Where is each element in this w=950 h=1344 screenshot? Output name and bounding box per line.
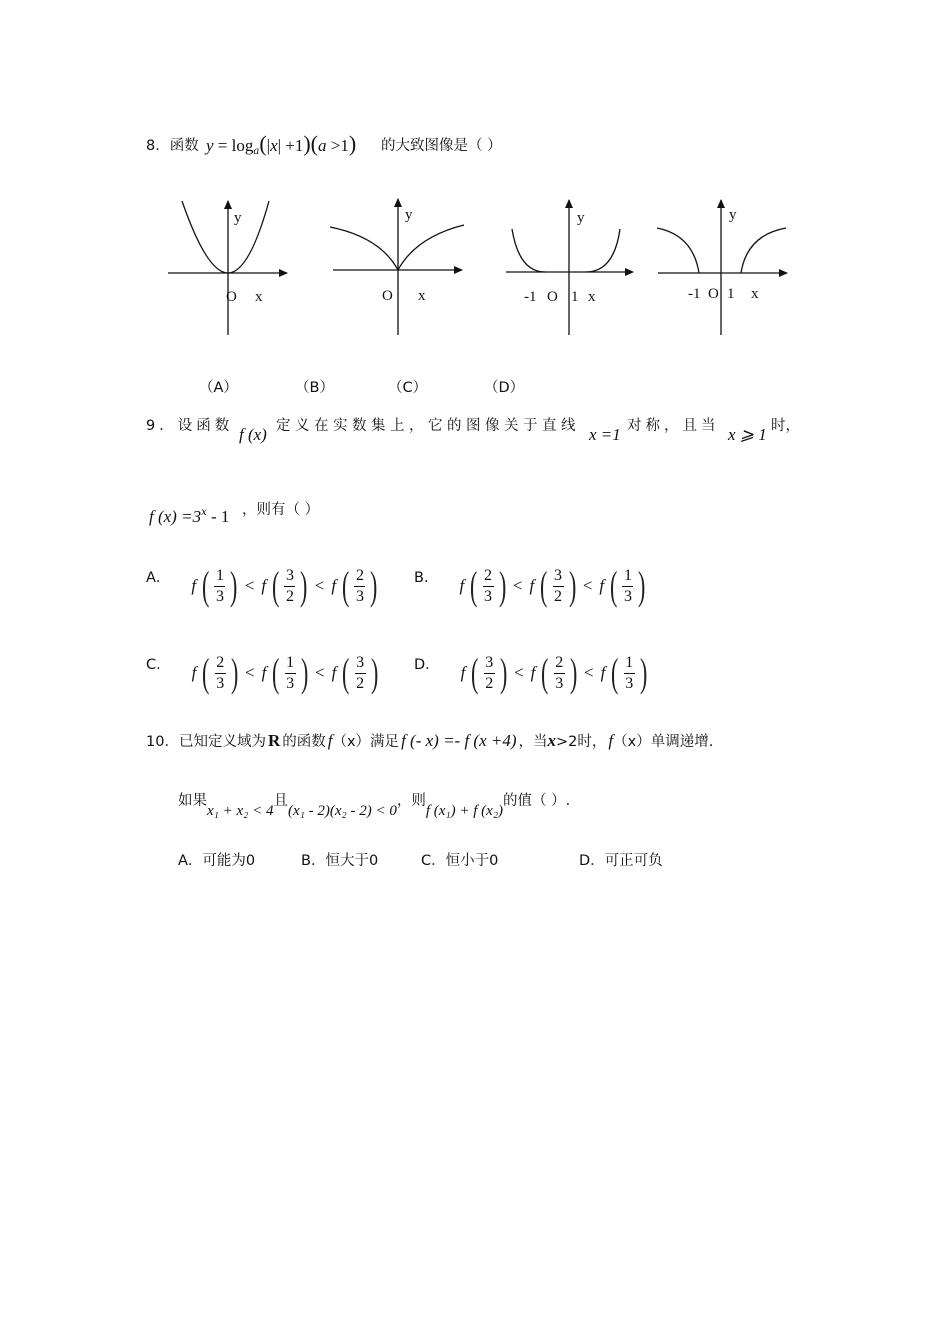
q10-text-c: （x）满足 bbox=[332, 734, 400, 750]
q10-f1: f bbox=[327, 731, 333, 750]
q9-option-b[interactable]: B． f ( $\frac{2}{3}$ ) < f ( $\frac{3}{2}$ ) < f ( $\frac{1}{3}$ ) bbox=[414, 563, 646, 608]
caption-c: （C） bbox=[388, 380, 428, 396]
option-label: A． bbox=[146, 569, 171, 586]
q10-text-2c: ，则 bbox=[396, 793, 426, 809]
q9-def-exponent: x bbox=[201, 507, 207, 518]
q10-text-2d: 的值（ ）. bbox=[503, 793, 571, 809]
graph-d-pos-label: 1 bbox=[727, 286, 735, 302]
q9-condition: x ⩾ 1 bbox=[728, 425, 767, 444]
curve bbox=[182, 201, 269, 273]
graph-c-origin-label: O bbox=[547, 289, 558, 305]
caption-a: （A） bbox=[199, 380, 238, 396]
curve-left bbox=[512, 229, 545, 272]
q10-text-d: ，当 bbox=[518, 734, 548, 750]
q10-text-2a: 如果 bbox=[178, 793, 207, 809]
graph-d-origin-label: O bbox=[708, 286, 719, 302]
option-label: C． bbox=[146, 656, 171, 673]
curve-right bbox=[741, 228, 786, 273]
q10-text-2b: 且 bbox=[273, 793, 288, 809]
graph-a-y-label: y bbox=[234, 210, 242, 226]
graph-c-neg-label: -1 bbox=[524, 289, 537, 305]
graph-c bbox=[503, 195, 643, 340]
option-label: D． bbox=[414, 656, 440, 673]
q10-text-f: （x）单调递增. bbox=[613, 734, 714, 750]
q9-ask: ，则有（ ） bbox=[242, 502, 320, 518]
graph-a bbox=[165, 195, 295, 340]
q9-text-c: 对称，且当 bbox=[627, 418, 720, 434]
q10-text-e: >2时， bbox=[556, 734, 607, 750]
graph-b bbox=[330, 195, 470, 340]
q9-line-eq: x =1 bbox=[589, 425, 621, 444]
q8-formula: $y = \log_a(|x| +1)(a >1)$ bbox=[206, 131, 357, 157]
q9-text-d: 时， bbox=[771, 418, 800, 434]
q10-choice-a[interactable]: A．可能为0 bbox=[178, 853, 256, 869]
q8-tail: 的大致图像是（ ） bbox=[381, 138, 502, 154]
q10-cond2: (x₁ - 2)(x₂ - 2) < 0 bbox=[288, 803, 397, 819]
graph-d bbox=[655, 195, 795, 340]
q10-choice-b[interactable]: B．恒大于0 bbox=[301, 853, 379, 869]
caption-b: （B） bbox=[295, 380, 334, 396]
graph-b-y-label: y bbox=[405, 207, 413, 223]
q9-definition bbox=[149, 507, 229, 527]
q9-text-a: 9．设函数 bbox=[146, 418, 234, 434]
graph-a-origin-label: O bbox=[226, 289, 237, 305]
q10-cond1: x₁ + x₂ < 4 bbox=[207, 803, 274, 819]
q9-fx: f (x) bbox=[239, 425, 267, 444]
curve-left bbox=[657, 228, 699, 273]
graph-b-x-label: x bbox=[418, 288, 426, 304]
q10-line2 bbox=[178, 789, 571, 819]
q10-equation: f (- x) =- f (x +4) bbox=[401, 731, 517, 750]
q9-option-d[interactable]: D． f ( $\frac{3}{2}$ ) < f ( $\frac{2}{3}$ ) < f ( $\frac{1}{3}$ ) bbox=[414, 650, 648, 695]
q10-x: x bbox=[547, 731, 557, 750]
curve bbox=[330, 225, 464, 270]
graph-b-origin-label: O bbox=[382, 288, 393, 304]
graph-c-y-label: y bbox=[577, 210, 585, 226]
q10-line1 bbox=[146, 730, 713, 751]
q10-expr: f (x₁) + f (x₂) bbox=[425, 803, 504, 819]
q9-option-c[interactable]: C． f ( $\frac{2}{3}$ ) < f ( $\frac{1}{3}$ ) < f ( $\frac{3}{2}$ ) bbox=[146, 650, 378, 695]
q10-text-a: 10．已知定义域为 bbox=[146, 734, 266, 750]
q9-def-tail: - 1 bbox=[206, 507, 230, 526]
graph-a-x-label: x bbox=[255, 289, 263, 305]
option-label: B． bbox=[414, 569, 439, 586]
q10-text-b: 的函数 bbox=[282, 734, 326, 750]
graph-d-x-label: x bbox=[751, 286, 759, 302]
q10-f2: f bbox=[608, 731, 614, 750]
caption-d: （D） bbox=[484, 380, 525, 396]
q9-option-a[interactable]: A． f ( $\frac{1}{3}$ ) < f ( $\frac{3}{2}$ ) < f ( $\frac{2}{3}$ ) bbox=[146, 563, 378, 608]
q9-text-b: 定义在实数集上，它的图像关于直线 bbox=[276, 418, 580, 434]
q8-number: 8．函数 bbox=[146, 138, 199, 154]
q10-choice-d[interactable]: D．可正可负 bbox=[579, 853, 663, 869]
graph-c-pos-label: 1 bbox=[571, 289, 579, 305]
curve-right bbox=[586, 229, 620, 272]
q10-r: R bbox=[267, 731, 281, 750]
q10-choice-c[interactable]: C．恒小于0 bbox=[421, 853, 499, 869]
graph-d-y-label: y bbox=[729, 207, 737, 223]
graph-c-x-label: x bbox=[588, 289, 596, 305]
graph-d-neg-label: -1 bbox=[688, 286, 701, 302]
q9-def-lhs: f (x) =3 bbox=[149, 507, 202, 526]
